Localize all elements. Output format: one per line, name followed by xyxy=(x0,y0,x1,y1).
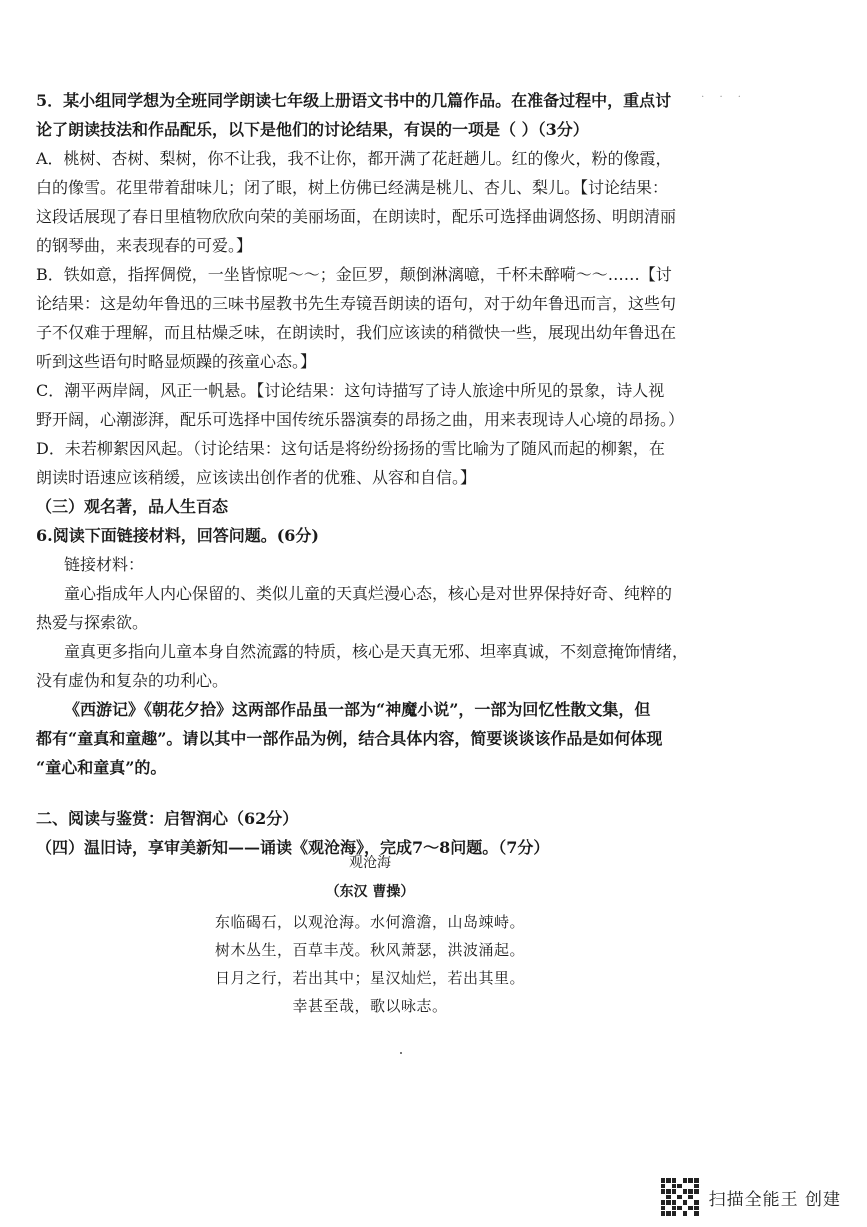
q6-title: 6.阅读下面链接材料，回答问题。(6分) xyxy=(36,526,319,545)
part-2-heading: 二、阅读与鉴赏：启智润心（62分） xyxy=(36,809,299,828)
qr-code-icon xyxy=(661,1178,699,1216)
scan-dot xyxy=(400,1052,402,1054)
q6-question-line: “童心和童真”的。 xyxy=(36,758,167,777)
q6-material-label: 链接材料： xyxy=(64,555,145,574)
scanner-watermark xyxy=(661,1178,841,1216)
q6-paragraph-1-line: 热爱与探索欲。 xyxy=(36,613,149,632)
q5-option-b-line: 子不仅难于理解，而且枯燥乏味，在朗读时，我们应该读的稍微快一些，展现出幼年鲁迅在 xyxy=(36,323,677,342)
q5-option-d-line: D．未若柳絮因风起。（讨论结果：这句话是将纷纷扬扬的雪比喻为了随风而起的柳絮，在 xyxy=(36,439,665,458)
q5-line-2: 论了朗读技法和作品配乐，以下是他们的讨论结果，有误的一项是（ ）（3分） xyxy=(36,120,589,139)
q5-option-b-line: 论结果：这是幼年鲁迅的三味书屋教书先生寿镜吾朗读的语句，对于幼年鲁迅而言，这些句 xyxy=(36,294,677,313)
q5-option-a-line: A．桃树、杏树、梨树，你不让我，我不让你，都开满了花赶趟儿。红的像火，粉的像霞， xyxy=(36,149,672,168)
scan-specks: · · · xyxy=(701,92,747,103)
q5-option-b-line: 听到这些语句时略显烦躁的孩童心态。】 xyxy=(36,352,317,371)
watermark-text: 扫描全能王 创建 xyxy=(708,1189,841,1210)
question-content xyxy=(36,86,716,862)
q5-option-b-line: B．铁如意，指挥倜傥，一坐皆惊呢～～；金叵罗，颠倒淋漓噫，千杯未醉嗬～～……【讨 xyxy=(36,265,672,284)
q6-paragraph-2-line: 童真更多指向儿童本身自然流露的特质，核心是天真无邪、坦率真诚，不刻意掩饰情绪， xyxy=(64,642,689,661)
poem-line: 日月之行，若出其中；星汉灿烂，若出其里。 xyxy=(214,969,525,987)
poem-line: 东临碣石，以观沧海。水何澹澹，山岛竦峙。 xyxy=(214,913,525,931)
q5-option-a-line: 这段话展现了春日里植物欣欣向荣的美丽场面，在朗读时，配乐可选择曲调悠扬、明朗清丽 xyxy=(36,207,677,226)
q5-line-1: 5．某小组同学想为全班同学朗读七年级上册语文书中的几篇作品。在准备过程中，重点讨 xyxy=(36,91,672,110)
q5-option-c-line: 野开阔，心潮澎湃，配乐可选择中国传统乐器演奏的昂扬之曲，用来表现诗人心境的昂扬。） xyxy=(36,410,685,429)
section-3-heading: （三）观名著，品人生百态 xyxy=(36,497,229,516)
q5-option-a-line: 白的像雪。花里带着甜味儿；闭了眼，树上仿佛已经满是桃儿、杏儿、梨儿。【讨论结果： xyxy=(36,178,669,197)
poem-line: 幸甚至哉，歌以咏志。 xyxy=(292,997,448,1015)
q6-paragraph-2-line: 没有虚伪和复杂的功利心。 xyxy=(36,671,229,690)
poem-line: 树木丛生，百草丰茂。秋风萧瑟，洪波涌起。 xyxy=(214,941,525,959)
poem-title: 观沧海 xyxy=(349,855,391,871)
poem-author: （东汉 曹操） xyxy=(325,884,415,900)
q6-question-line: 《西游记》《朝花夕拾》这两部作品虽一部为“神魔小说”，一部为回忆性散文集，但 xyxy=(64,700,651,719)
q5-option-c-line: C．潮平两岸阔，风正一帆悬。【讨论结果：这句诗描写了诗人旅途中所见的景象，诗人视 xyxy=(36,381,665,400)
q6-paragraph-1-line: 童心指成年人内心保留的、类似儿童的天真烂漫心态，核心是对世界保持好奇、纯粹的 xyxy=(64,584,673,603)
q6-question-line: 都有“童真和童趣”。请以其中一部作品为例，结合具体内容，简要谈谈该作品是如何体现 xyxy=(36,729,663,748)
section-4-heading: （四）温旧诗，享审美新知——诵读《观沧海》，完成7～8问题。（7分） xyxy=(36,838,550,857)
q5-option-d-line: 朗读时语速应该稍缓，应该读出创作者的优雅、从容和自信。】 xyxy=(36,468,477,487)
poem-block xyxy=(0,850,740,1020)
q5-option-a-line: 的钢琴曲，来表现春的可爱。】 xyxy=(36,236,253,255)
